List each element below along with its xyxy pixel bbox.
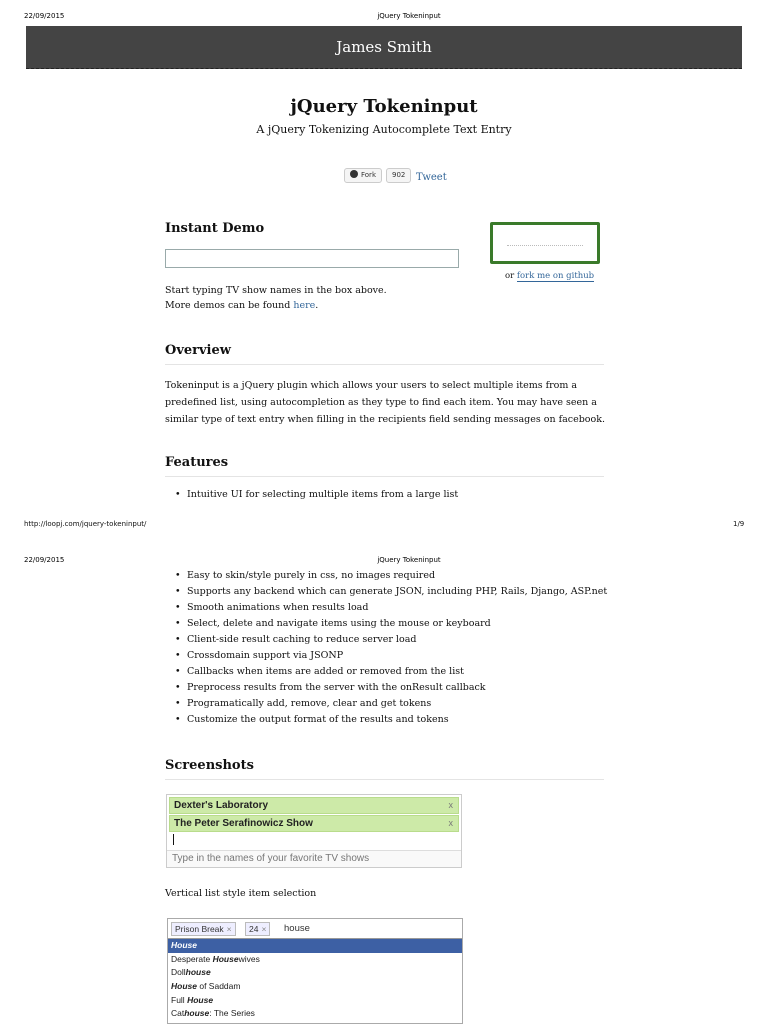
site-banner [26, 26, 742, 69]
features-rule [165, 476, 604, 477]
page-title: jQuery Tokeninput [290, 96, 478, 117]
tweet-button[interactable]: Tweet [416, 172, 447, 183]
print-date-2: 22/09/2015 [24, 556, 65, 564]
features-heading: Features [165, 455, 229, 470]
token: Prison Break × [171, 922, 236, 936]
fork-label: Fork [361, 171, 376, 179]
token-close-icon: × [261, 924, 267, 934]
fork-on-github: or fork me on github [505, 271, 595, 281]
print-url: http://loopj.com/jquery-tokeninput/ [24, 520, 147, 528]
ad-box[interactable] [490, 222, 600, 264]
print-title-2: jQuery Tokeninput [377, 556, 441, 564]
list-item: • Intuitive UI for selecting multiple items from a large list [165, 487, 605, 503]
list-item: • Client-side result caching to reduce server load [165, 632, 625, 648]
list-item: • Callbacks when items are added or removed from the list [165, 664, 625, 680]
list-item: • Crossdomain support via JSONP [165, 648, 625, 664]
token: The Peter Serafinowicz Show x [169, 815, 459, 832]
demo-instructions: Start typing TV show names in the box above. More demos can be found here. [165, 285, 387, 311]
fork-count-badge[interactable]: 902 [386, 168, 411, 183]
overview-text: Tokeninput is a jQuery plugin which allows your users to select multiple items from a predefined list, using autocompletion as they type to find each item. You may have seen a similar type of text entry when filling in the recipients field sending messages on facebook. [165, 380, 606, 425]
screenshot-list-style [167, 918, 463, 1024]
list-item: • Easy to skin/style purely in css, no images required [165, 568, 625, 584]
list-item: • Customize the output format of the results and tokens [165, 712, 625, 728]
features-list-page1 [165, 487, 605, 503]
token-close-icon: x [448, 818, 453, 828]
result-item: Dollhouse [171, 967, 211, 978]
overview-heading: Overview [165, 343, 231, 358]
token-close-icon: x [448, 800, 453, 810]
list-item: • Supports any backend which can generate JSON, including PHP, Rails, Django, ASP.net [165, 584, 625, 600]
screenshot-facebook-style [166, 794, 462, 868]
result-item: Full House [171, 994, 214, 1005]
github-fork-button[interactable] [344, 168, 382, 183]
text-cursor [173, 834, 174, 845]
list-item: • Programatically add, remove, clear and get tokens [165, 696, 625, 712]
results-dropdown [168, 938, 462, 1021]
screenshots-heading: Screenshots [165, 758, 254, 773]
typed-query: house [284, 923, 310, 934]
hint-text: Type in the names of your favorite TV shows [167, 850, 461, 867]
result-item: House of Saddam [171, 981, 241, 992]
print-page-number: 1/9 [733, 520, 745, 528]
banner-name: James Smith [336, 38, 432, 56]
screenshot-caption: Vertical list style item selection [165, 888, 317, 899]
demo-token-input[interactable] [165, 249, 459, 268]
demo-heading: Instant Demo [165, 221, 265, 236]
token-close-icon: × [226, 924, 232, 934]
token: Dexter's Laboratory x [169, 797, 459, 814]
features-list-page2 [165, 568, 625, 728]
list-item: • Select, delete and navigate items using the mouse or keyboard [165, 616, 625, 632]
print-date: 22/09/2015 [24, 12, 65, 20]
page-subtitle: A jQuery Tokenizing Autocomplete Text Entry [256, 123, 512, 136]
print-title: jQuery Tokeninput [377, 12, 441, 20]
screenshots-rule [165, 779, 604, 780]
more-demos-link[interactable]: here [293, 300, 316, 311]
result-item: House [168, 939, 462, 953]
token: 24 × [245, 922, 270, 936]
result-item: Desperate Housewives [171, 953, 260, 964]
github-icon [350, 170, 358, 178]
list-item: • Preprocess results from the server with the onResult callback [165, 680, 625, 696]
fork-github-link[interactable]: fork me on github [516, 271, 595, 281]
result-item: Cathouse: The Series [171, 1008, 255, 1019]
list-item: • Smooth animations when results load [165, 600, 625, 616]
overview-rule [165, 364, 604, 365]
